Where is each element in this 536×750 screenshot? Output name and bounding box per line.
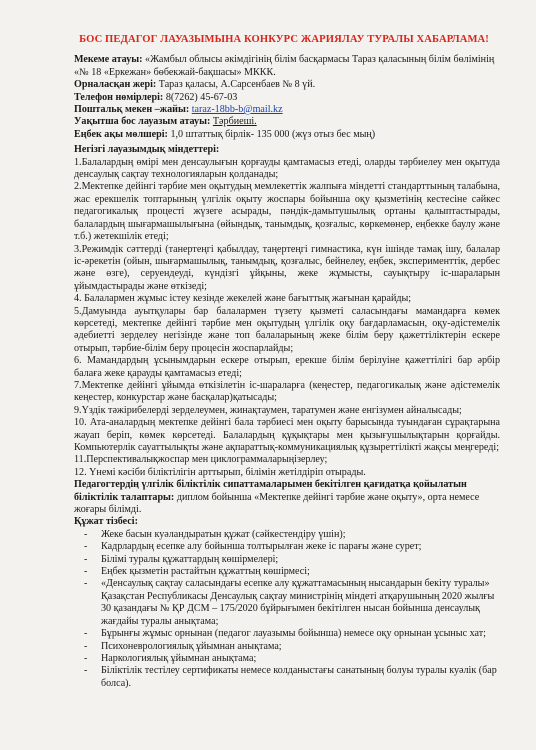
duty-item: 10. Ата-аналардың мектепке дейінгі бала тәрбиесі мен оқыту барысында туындаған сұрақтарына жауап беріп, көмек көрсетеді. Балалардың құқықтары мен қызығушылықтарын қорғайды. Компьютерлік сауаттылықты және ақпараттық-коммуникациялық құзыреттілікті жақсы меңгереді; (74, 417, 500, 453)
position-row (74, 116, 500, 128)
doc-item: - Біліктілік тестілеу сертификаты немесе колданыстағы санатының болуы туралы куәлік (бар болса). (74, 665, 500, 690)
announcement-title: БОС ПЕДАГОГ ЛАУАЗЫМЫНА КОНКУРС ЖАРИЯЛАУ ТУРАЛЫ ХАБАРЛАМА! (79, 34, 489, 45)
salary-value: 1,0 штаттық бірлік- 135 000 (жүз отыз бес мың) (167, 128, 376, 140)
salary-label: Еңбек ақы мөлшері: (74, 128, 168, 140)
duty-item: 1.Балалардың өмірі мен денсаулығын қорғауды қамтамасыз етеді, оларды тәрбиелеу мен оқытуда денсаулық сақтау технологияларын қолданады; (74, 156, 500, 181)
phone-value: 8(7262) 45-67-03 (163, 91, 238, 103)
duties-heading: Негізгі лауазымдық міндеттері: (74, 144, 220, 156)
duty-item: 4. Балалармен жұмыс істеу кезінде жекелей және бағыттық жағынан қарайды; (74, 293, 412, 305)
qualification-value: диплом бойынша «Мектепке дейінгі тәрбие және оқыту», орта немесе жоғары білімді. (74, 491, 480, 516)
phone-row (74, 92, 500, 104)
org-row (74, 54, 500, 79)
doc-item: - Білімі туралы құжаттардың көшірмелері; (74, 554, 500, 566)
duties-list (74, 157, 500, 480)
address-value: Тараз қаласы, А.Сарсенбаев № 8 үй. (156, 79, 316, 91)
email-link[interactable]: taraz-18bb-b@mail.kz (191, 104, 283, 116)
duty-item: 3.Режимдік сәттерді (танертеңгі қабылдау, таңертеңгі гимнастика, күн ішінде тамақ ішу, балалар іс-әрекетін (ойын, шығармашылық, танымдық, қозғалыс, бейнелеу, еңбек, эксперименттік, дербес және өзге), серуендеуді, күндізгі ұйқыны, жеке жұмысты, сауықтыру іс-шараларын ұйымдастырады және өткізеді; (74, 243, 500, 292)
duty-item: 12. Үнемі кәсіби біліктілігін арттырып, білімін жетілдіріп отырады. (74, 466, 366, 478)
doc-item: - «Денсаулық сақтау саласындағы есепке алу құжаттамасының нысандарын бекіту туралы» Қазақстан Республикасы Денсаулық сақтау министрінің міндеті атқарушының 2020 жылғы 30 қазандағы № ҚР ДСМ – 175/2020 бұйрығымен бекітілген нысан бойынша денсаулық жағдайы туралы анықтама; (74, 578, 500, 628)
salary-row (74, 129, 500, 141)
position-label: Уақытша бос лауазым атауы: (74, 116, 211, 128)
duty-item: 9.Үздік тәжірибелерді зерделеумен, жинақтаумен, таратумен және енгізумен айналысады; (74, 404, 462, 416)
doc-item: - Психоневрологиялық ұйымнан анықтама; (74, 641, 500, 653)
doc-item: - Кадрлардың есепке алу бойынша толтырылған жеке іс парағы және сурет; (74, 541, 500, 553)
duty-item: 2.Мектепке дейінгі тәрбие мен оқытудың мемлекеттік жалпыға міндетті стандарттының талабына, жас ерекшелік топтарының үлгілік оқыту жоспары бойынша оқу қызметінің кестесіне сәйкес педагогикалық процесті жүзеге асырады, пәндік-дамытушылық ортаны қалыптастырады, балалардың шығармашылығына (өйындық, танымдық, қозғалыс, көркемөнер, еңбекке баулу және т.б.) жетекшілік етеді; (74, 181, 500, 243)
docs-heading: Құжат тізбесі: (74, 516, 138, 528)
doc-item: - Жеке басын куәландыратын құжат (сәйкестендіру үшін); (74, 529, 500, 541)
org-label: Мекеме атауы: (74, 54, 143, 66)
duty-item: 11.Перспективалықжоспар мен циклограммаларыңізерлеу; (74, 454, 328, 466)
doc-item: - Наркологиялық ұйымнан анықтама; (74, 653, 500, 665)
duty-item: 6. Мамандардың ұсынымдарын ескере отырып, ерекше білім берілуіне қажеттілігі бар әрбір балаға жеке қарауды қамтамасыз етеді; (74, 355, 500, 379)
email-label: Поштальқ мекен –жайы: (74, 104, 190, 116)
position-value: Тәрбиеші. (212, 116, 257, 128)
email-row (74, 104, 500, 116)
duty-item: 5.Дамуында ауытқулары бар балалармен түзету қызметі саласындағы мамандарға көмек көрсетеді, мектепке дейінгі тәрбие мен оқытудың үлгілік оқу бағдарламасын, оқу-әдістемелік әдебиетті зерделеу негізінде және топ балаларының жеке білім беру қажеттіліктерін ескере отырып, тәрбие-білім беру процесін жоспарлайды; (74, 305, 500, 354)
org-value: «Жамбыл облысы әкімдігінің білім басқармасы Тараз қаласының білім бөлімінің «№ 18 «Еркежан» бөбекжай-бақшасы» МККК. (74, 54, 495, 78)
docs-list (74, 529, 500, 690)
address-row (74, 79, 500, 91)
doc-item: - Еңбек қызметін растайтын құжаттың көшірмесі; (74, 566, 500, 578)
doc-item: - Бұрынғы жұмыс орнынан (педагог лауазымы бойынша) немесе оқу орнынан ұсыныс хат; (74, 628, 500, 640)
duty-item: 7.Мектепке дейінгі ұйымда өткізілетін іс-шараларға (кеңестер, педагогикалық және әдістемелік кеңестер, конкурстар және басқалар)қатысады; (74, 379, 500, 404)
address-label: Орналасқан жері: (74, 79, 157, 91)
qualification-row (74, 479, 500, 516)
phone-label: Телефон нөмірлері: (74, 91, 164, 103)
qualification-label: Педагогтердің үлгілік біліктілік сипаттамаларымен бекітілген қағидатқа қойылатын біліктілік талаптары: (74, 479, 467, 503)
